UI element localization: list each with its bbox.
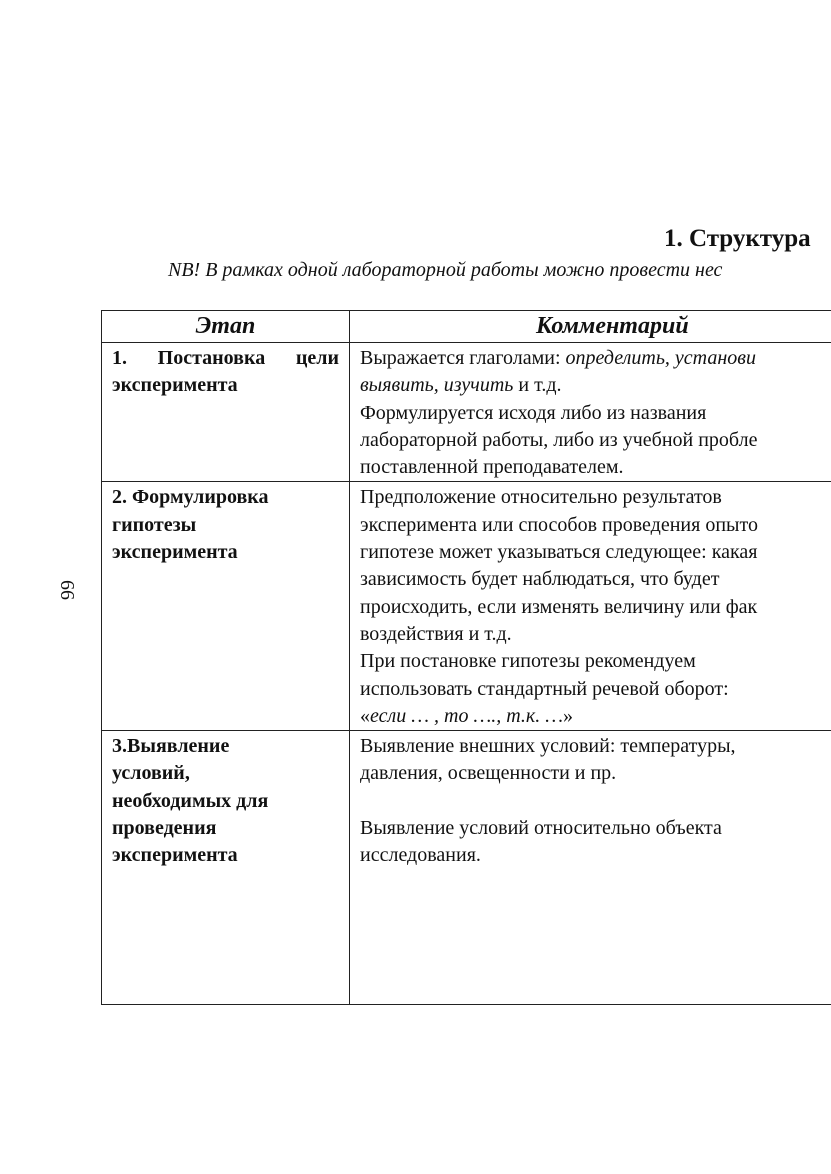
comment-line: лабораторной работы, либо из учебной пробле: [360, 428, 758, 451]
comment-cell: [350, 482, 831, 731]
comment-line: Формулируется исходя либо из названия: [360, 401, 707, 424]
comment-line: Предположение относительно результатов: [360, 486, 722, 509]
comment-line: воздействия и т.д.: [360, 622, 512, 645]
comment-cell: [350, 731, 831, 1005]
comment-cell: [350, 343, 831, 482]
table-row: [102, 482, 831, 731]
comment-line: исследования.: [360, 844, 481, 867]
stage-cell: [102, 482, 350, 731]
section-heading: 1. Структура: [664, 225, 811, 252]
stage-text: эксперимента: [112, 541, 238, 564]
stage-text: 1. Постановка цели: [112, 347, 339, 369]
stage-text: 2. Формулировка: [112, 486, 269, 509]
comment-line: Выражается глаголами: определить, установи: [360, 347, 756, 369]
stage-cell: [102, 343, 350, 482]
table-header-row: [102, 311, 831, 343]
experiment-structure-table: [101, 310, 831, 1005]
comment-line: выявить, изучить и т.д.: [360, 374, 562, 397]
blank-line: [360, 788, 831, 815]
header-comment: Комментарий: [350, 311, 831, 343]
comment-line: поставленной преподавателем.: [360, 456, 624, 479]
stage-text: эксперимента: [112, 374, 238, 397]
stage-text: необходимых для: [112, 789, 269, 812]
stage-text: гипотезы: [112, 513, 197, 536]
stage-text: 3.Выявление: [112, 735, 230, 758]
comment-line: происходить, если изменять величину или фак: [360, 595, 758, 618]
comment-line: гипотезе может указываться следующее: какая: [360, 541, 758, 564]
comment-line: Выявление внешних условий: температуры,: [360, 735, 736, 758]
nb-note: NB! В рамках одной лабораторной работы можно провести нес: [168, 259, 723, 281]
comment-line: «если … , то …., т.к. …»: [360, 704, 574, 727]
stage-text: проведения: [112, 817, 217, 840]
header-stage: Этап: [102, 311, 350, 343]
stage-cell: [102, 731, 350, 1005]
page-number: 66: [56, 580, 78, 600]
stage-text: эксперимента: [112, 844, 238, 867]
comment-line: эксперимента или способов проведения опыто: [360, 513, 758, 536]
comment-line: Выявление условий относительно объекта: [360, 817, 722, 840]
comment-line: При постановке гипотезы рекомендуем: [360, 650, 696, 673]
comment-line: зависимость будет наблюдаться, что будет: [360, 568, 720, 591]
comment-line: давления, освещенности и пр.: [360, 762, 617, 785]
table-row: [102, 343, 831, 482]
stage-text: условий,: [112, 762, 190, 785]
table-row: [102, 731, 831, 1005]
comment-line: использовать стандартный речевой оборот:: [360, 677, 729, 700]
